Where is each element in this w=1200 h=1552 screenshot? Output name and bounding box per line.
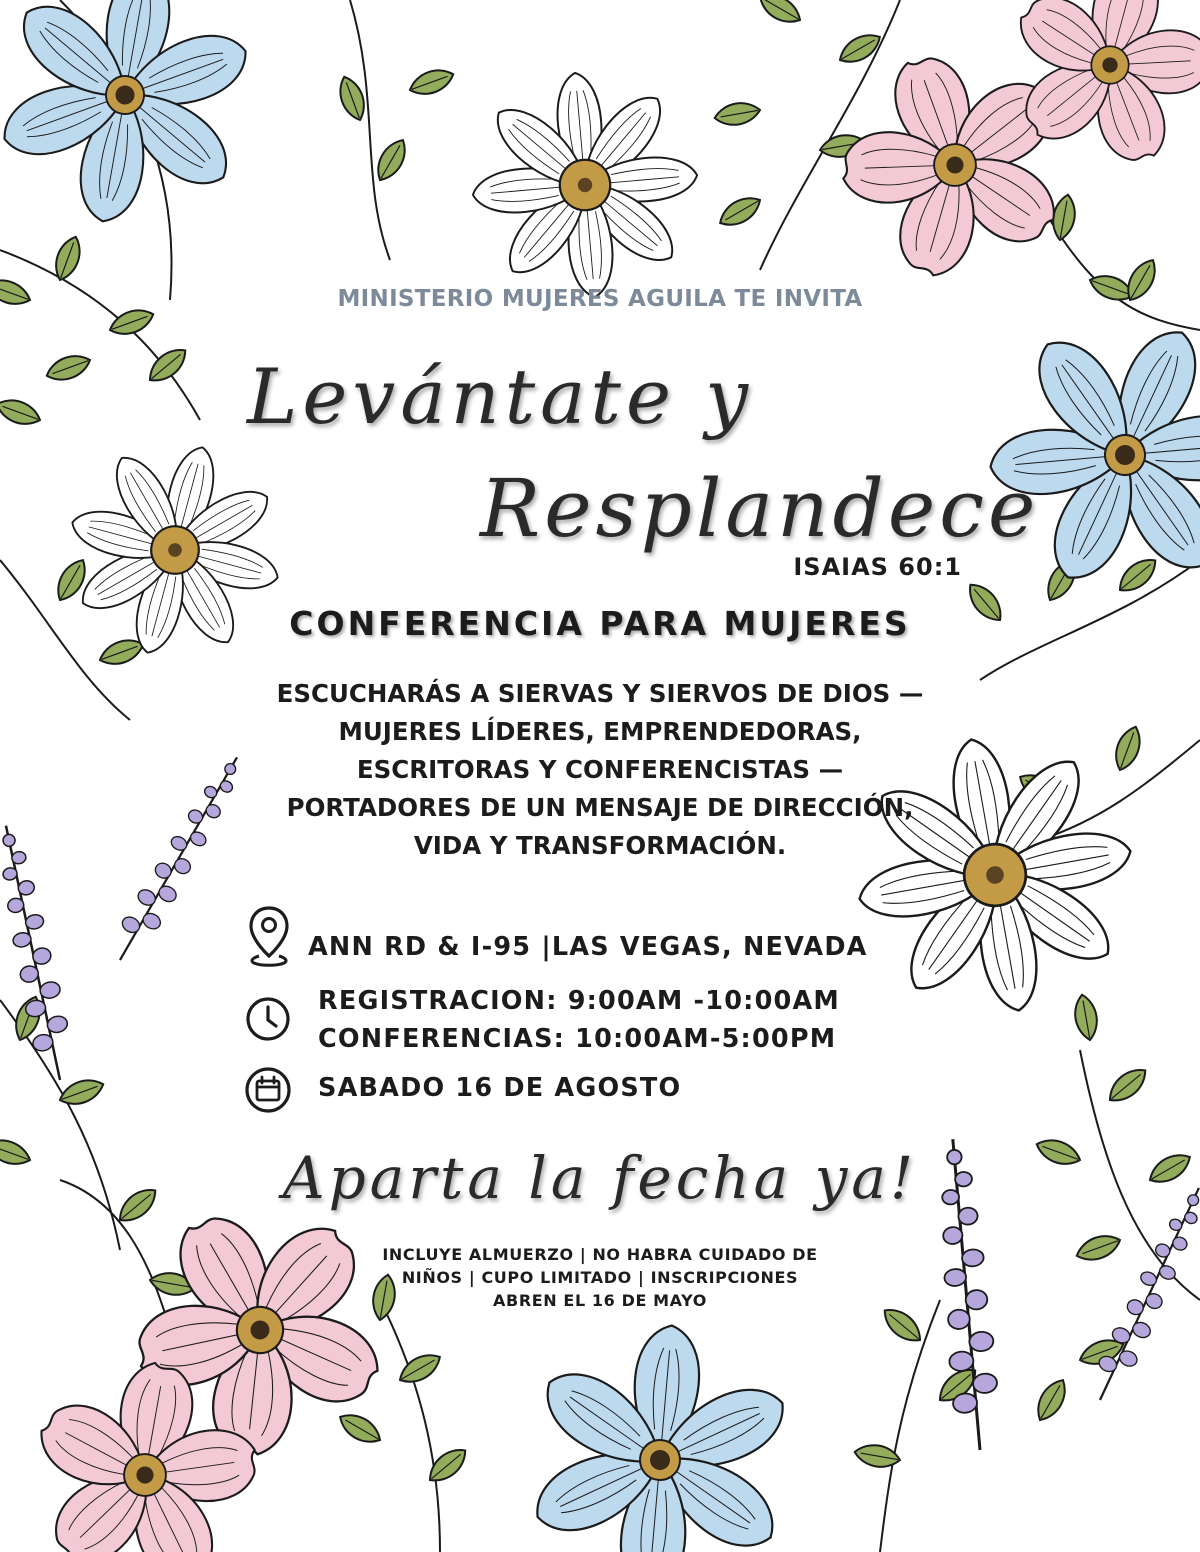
map-pin-icon [246, 904, 292, 970]
save-the-date: Aparta la fecha ya! [282, 1144, 918, 1212]
conference-heading: CONFERENCIA PARA MUJERES [289, 604, 911, 643]
blue-flower-bottom [516, 1314, 804, 1552]
description-line: ESCUCHARÁS A SIERVAS Y SIERVOS DE DIOS — [276, 679, 924, 708]
bible-verse: ISAIAS 60:1 [793, 553, 962, 581]
invitation-line: MINISTERIO MUJERES AGUILA TE INVITA [337, 286, 863, 312]
description-line: MUJERES LÍDERES, EMPRENDEDORAS, [338, 717, 862, 746]
title-line-2: Resplandece [480, 462, 1040, 555]
description-line: PORTADORES DE UN MENSAJE DE DIRECCIÓN, [286, 793, 914, 822]
location-text: ANN RD & I-95 |LAS VEGAS, NEVADA [308, 932, 868, 962]
calendar-icon [244, 1066, 292, 1114]
clock-icon [244, 995, 292, 1043]
event-notes [0, 1243, 1200, 1312]
conference-time: CONFERENCIAS: 10:00AM-5:00PM [318, 1024, 837, 1054]
registration-time: REGISTRACION: 9:00AM -10:00AM [318, 986, 840, 1016]
notes-line: ABREN EL 16 DE MAYO [493, 1291, 707, 1310]
white-flower-top [463, 63, 707, 307]
description [0, 675, 1200, 865]
description-line: ESCRITORAS Y CONFERENCISTAS — [356, 755, 844, 784]
title-line-1: Levántate y [246, 352, 754, 441]
notes-line: NIÑOS | CUPO LIMITADO | INSCRIPCIONES [401, 1268, 799, 1287]
event-date: SABADO 16 DE AGOSTO [318, 1073, 682, 1103]
notes-line: INCLUYE ALMUERZO | NO HABRA CUIDADO DE [382, 1245, 818, 1264]
blue-flower-top-left [0, 0, 272, 243]
description-line: VIDA Y TRANSFORMACIÓN. [413, 831, 787, 860]
